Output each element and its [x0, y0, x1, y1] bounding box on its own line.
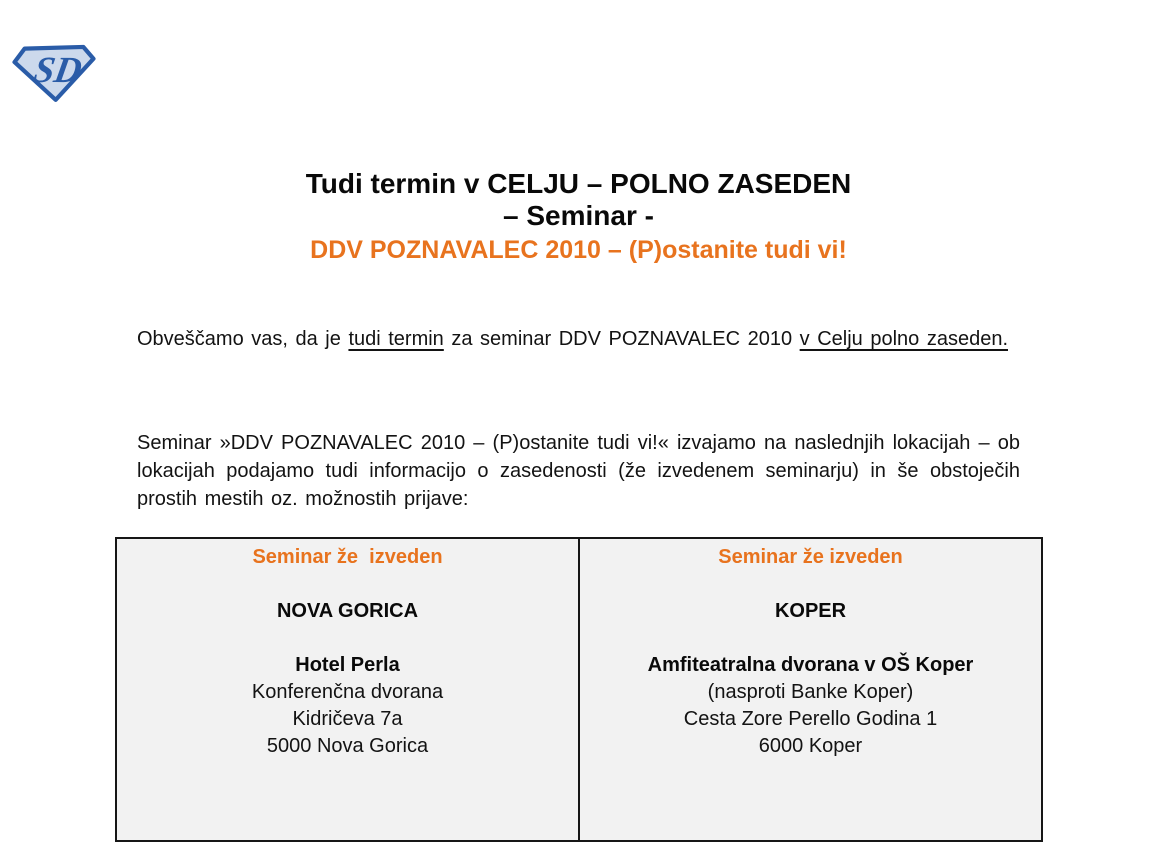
address-line: Konferenčna dvorana: [251, 681, 444, 703]
status-label: Seminar že izveden: [718, 546, 903, 568]
document-title-block: [0, 168, 1157, 265]
address-line: Cesta Zore Perello Godina 1: [683, 708, 938, 730]
title-line-2: – Seminar -: [503, 200, 654, 231]
spacer: [590, 625, 1031, 652]
notice-text-2: za seminar DDV POZNAVALEC 2010: [443, 328, 800, 350]
address-line: (nasproti Banke Koper): [707, 681, 914, 703]
notice-underline-1: tudi termin: [348, 328, 444, 350]
spacer: [590, 571, 1031, 598]
city-name: NOVA GORICA: [276, 600, 419, 622]
address-line: 6000 Koper: [758, 735, 863, 757]
notice-underline-2: v Celju polno zaseden.: [799, 328, 1008, 350]
location-cell-nova-gorica: [116, 538, 579, 841]
sd-shield-logo-icon: [12, 44, 96, 102]
locations-table: [115, 537, 1043, 842]
status-label: Seminar že izveden: [252, 546, 443, 568]
address-line: 5000 Nova Gorica: [266, 735, 429, 757]
logo-monogram: SD: [30, 50, 85, 92]
title-line-3: DDV POZNAVALEC 2010 – (P)ostanite tudi vi!: [310, 236, 847, 264]
locations-paragraph: Seminar »DDV POZNAVALEC 2010 – (P)ostanite tudi vi!« izvajamo na naslednjih lokacijah – ob lokacijah podajamo tudi informacijo o zasedenosti (že izvedenem seminarju) in še obstoječih prostih mestih oz. možnostih prijave:: [137, 432, 1020, 510]
spacer: [127, 625, 568, 652]
notice-text-1: Obveščamo vas, da je: [137, 328, 349, 350]
company-logo: [12, 44, 96, 102]
table-row: [116, 538, 1042, 841]
notice-paragraph: [137, 324, 1020, 354]
title-line-1: Tudi termin v CELJU – POLNO ZASEDEN: [305, 168, 852, 199]
location-cell-koper: [579, 538, 1042, 841]
venue-name: Amfiteatralna dvorana v OŠ Koper: [647, 654, 974, 676]
city-name: KOPER: [774, 600, 847, 622]
spacer: [127, 571, 568, 598]
address-line: Kidričeva 7a: [292, 708, 403, 730]
venue-name: Hotel Perla: [295, 654, 400, 676]
